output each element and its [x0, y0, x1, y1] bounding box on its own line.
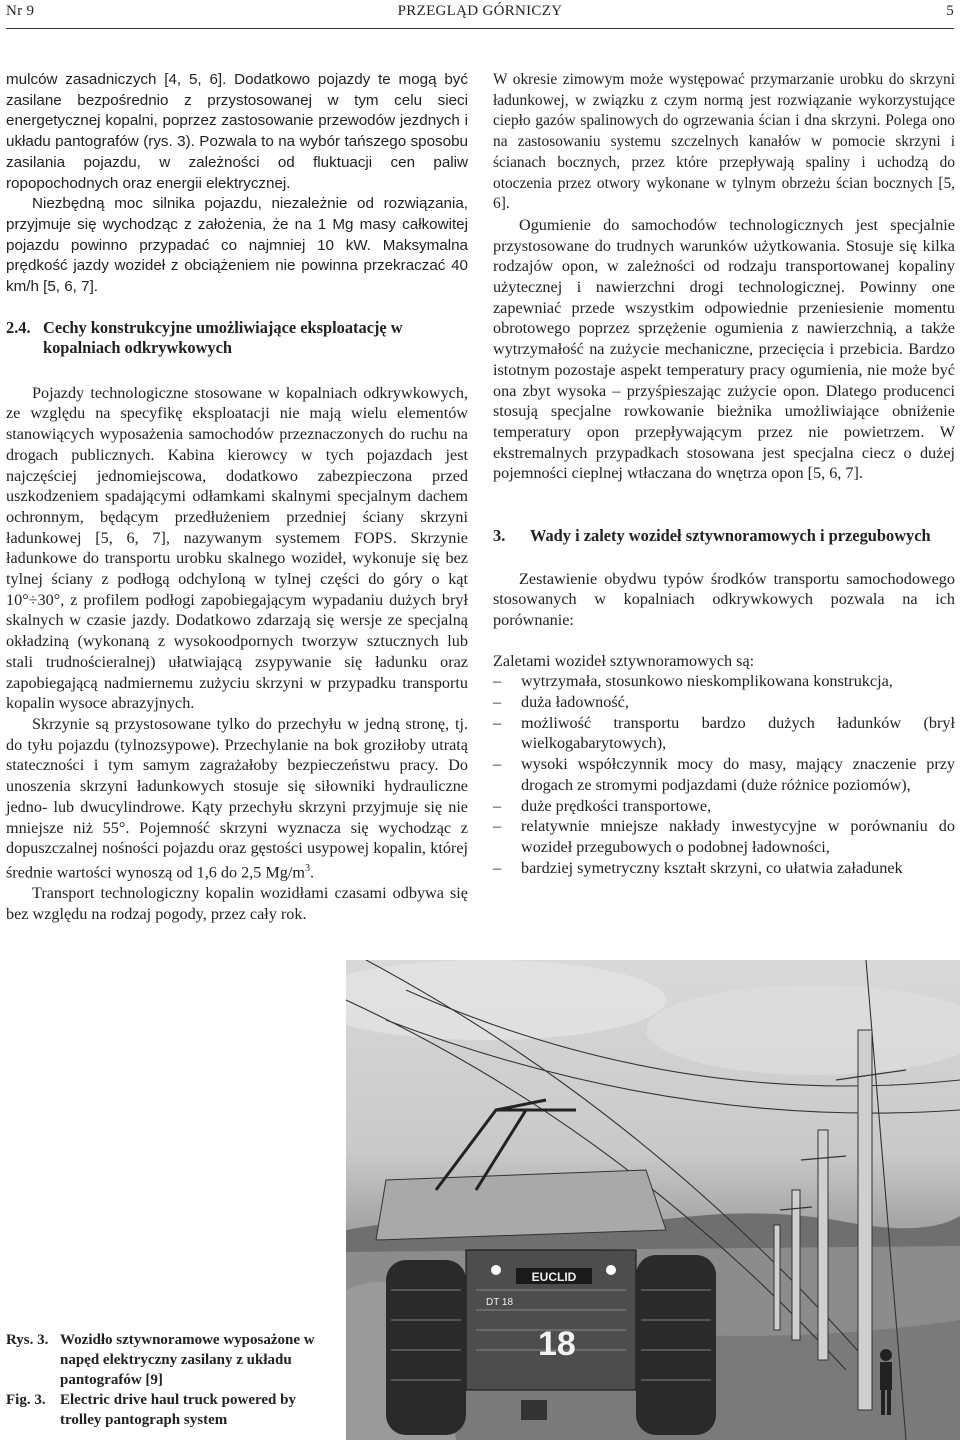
- page-number: 5: [946, 3, 954, 19]
- left-column: [6, 70, 468, 924]
- truck-number: 18: [538, 1325, 576, 1363]
- superscript: 3: [304, 862, 310, 874]
- caption-polish: [6, 1330, 336, 1390]
- section-title: Cechy konstrukcyjne umożliwiające eksploatację w kopalniach odkrywkowych: [43, 317, 403, 358]
- header-rule: [6, 28, 954, 29]
- figure-caption: [6, 1330, 336, 1430]
- list-item: – możliwość transportu bardzo dużych ładunków (brył wielkogabarytowych),: [493, 713, 955, 754]
- paragraph: W okresie zimowym może występować przymarzanie urobku do skrzyni ładunkowej, w związku z czym normą jest rozwiązanie wykorzystujące ciepło gazów spalinowych do ogrzewania ścian i dna skrzyni. Polega ono na zastosowaniu systemu szczelnych kanałów w pomocie skrzyni i ścianach bocznych, przez które przepływają spaliny i uchodzą do otoczenia przez otwory wykonane w tylnym obrzeżu ścian bocznych [5, 6].: [493, 71, 955, 213]
- list-intro: Zaletami wozideł sztywnoramowych są:: [493, 651, 755, 670]
- haul-truck-photo: [346, 960, 960, 1440]
- truck-id-plate: DT 18: [486, 1297, 514, 1308]
- paragraph: Pojazdy technologiczne stosowane w kopalniach odkrywkowych, ze względu na specyfikę eksploatacji nie mają wielu elementów stanowiących wyposażenia samochodów przeznaczonych do ruchu na drogach publicznych. Kabina kierowcy w tych pojazdach jest najczęściej jednomiejscowa, dodatkowo zabezpieczona przed uszkodzeniem spadającymi odłamkami skalnymi specjalnym dachem ochronnym, będącym przedłużeniem przedniej ściany skrzyni ładunkowej [5, 6, 7], nazywanym systemem FOPS. Skrzynie ładunkowe do transportu urobku skalnego wozideł, wykonuje się bez tylnej ściany z podłogą odchyloną w tylnej części do góry o kąt 10°÷30°, z profilem podłogi zapobiegającym wypadaniu dużych brył skalnych w czasie jazdy. Dodatkowo zdarzają się wersje ze specjalną okładziną (wykonaną z wysokoodpornych tworzyw sztucznych lub stali trudnościeralnej) ułatwiającą zsypywanie się ładunku oraz zapobiegającą nadmiernemu zużyciu skrzyni w przypadku transportu kopalin wysoce abrazyjnych.: [6, 383, 468, 713]
- section-heading-2-4: [6, 318, 468, 359]
- advantages-list: [493, 671, 955, 878]
- paragraph-end: .: [309, 863, 315, 882]
- caption-text: Wozidło sztywnoramowe wyposażone w napęd elektryczny zasilany z układu pantografów [9]: [60, 1332, 315, 1388]
- paragraph: [6, 714, 468, 883]
- truck: [376, 1100, 716, 1435]
- list-item: – wytrzymała, stosunkowo nieskomplikowana konstrukcja,: [493, 671, 955, 692]
- truck-brand-plate: EUCLID: [531, 1270, 577, 1284]
- photo-illustration: [346, 960, 960, 1440]
- page-header: [0, 0, 960, 30]
- paragraph: Transport technologiczny kopalin wozidłami czasami odbywa się bez względu na rodzaj pogody, przez cały rok.: [6, 884, 468, 923]
- journal-title: PRZEGLĄD GÓRNICZY: [397, 3, 563, 19]
- right-column: [493, 70, 955, 878]
- paragraph: Zestawienie obydwu typów środków transportu samochodowego stosowanych w kopalniach odkrywkowych pozwala na ich porównanie:: [493, 569, 955, 629]
- list-item: – wysoki współczynnik mocy do masy, mający znaczenie przy drogach ze stromymi podjazdami (duże różnice poziomów),: [493, 754, 955, 795]
- list-item: – bardziej symetryczny kształt skrzyni, co ułatwia załadunek: [493, 858, 955, 879]
- paragraph: Niezbędną moc silnika pojazdu, niezależnie od rozwiązania, przyjmuje się wychodząc z założenia, że na 1 Mg masy całkowitej pojazdu powinno przypadać co najmniej 10 kW. Maksymalna prędkość jazdy wozideł z obciążeniem nie powinna przekraczać 40 km/h [5, 6, 7].: [6, 195, 468, 296]
- caption-tag: Fig. 3.: [6, 1392, 46, 1408]
- section-number: 3.: [493, 526, 506, 546]
- paragraph: mulców zasadniczych [4, 5, 6]. Dodatkowo pojazdy te mogą być zasilane bezpośrednio z przystosowanej w tym celu sieci energetycznej kopalni, poprzez zastosowanie przewodów jezdnych i układu pantografów (rys. 3). Pozwala to na wybór tańszego sposobu zasilania pojazdu, w zależności od fluktuacji cen paliw ropopochodnych oraz energii elektrycznej.: [6, 71, 468, 192]
- paragraph-text: Skrzynie są przystosowane tylko do przechyłu w jedną stronę, tj. do tyłu pojazdu (tylnozsypowe). Przechylanie na bok groziłoby utratą stateczności i tym samym zagrażałoby bezpieczeństwu pracy. Do unoszenia skrzyni ładunkowych stosuje się siłowniki hydrauliczne jedno- lub dwucylindrowe. Kąty przechyłu skrzyni przyjmuje się nie mniejsze niż 55°. Pojemność skrzyni wyznacza się wychodząc z dopuszczalnej nośności pojazdu oraz gęstości usypowej kopalin, której średnie wartości wynoszą od 1,6 do 2,5 Mg/m: [6, 714, 468, 882]
- section-heading-3: [493, 526, 955, 547]
- caption-tag: Rys. 3.: [6, 1332, 49, 1348]
- paragraph: Ogumienie do samochodów technologicznych jest specjalnie przystosowane do trudnych warunków użytkowania. Stosuje się kilka rodzajów opon, w zależności od rodzaju transportowanej kopaliny użytecznej i nawierzchni drogi technologicznej. Powinny one zapewniać przede wszystkim odpowiednie przeniesienie momentu obrotowego poprzez sprzężenie ogumienia z nawierzchnią, a także wytrzymałość na zużycie mechaniczne, przecięcia i przebicia. Bardzo istotnym pozostaje aspekt temperatury pracy ogumienia, nie może być ona zbyt wysoka – przyśpieszając zużycie opon. Dlatego producenci stosują specjalne rowkowanie bieżnika umożliwiające obniżenie temperatury opon przepływającym przez nie powietrzem. W ekstremalnych przypadkach stosowana jest specjalna ciecz o dużej pojemności cieplnej wtłaczana do wnętrza opon [5, 6, 7].: [493, 215, 955, 483]
- list-item: – duże prędkości transportowe,: [493, 796, 955, 817]
- list-item: – duża ładowność,: [493, 692, 955, 713]
- section-number: 2.4.: [6, 317, 31, 337]
- section-title: Wady i zalety wozideł sztywnoramowych i przegubowych: [530, 526, 931, 546]
- caption-english: [6, 1390, 336, 1430]
- issue-number: Nr 9: [6, 3, 35, 19]
- list-item: – relatywnie mniejsze nakłady inwestycyjne w porównaniu do wozideł przegubowych o podobnej ładowności,: [493, 816, 955, 857]
- caption-text: Electric drive haul truck powered by trolley pantograph system: [60, 1392, 296, 1428]
